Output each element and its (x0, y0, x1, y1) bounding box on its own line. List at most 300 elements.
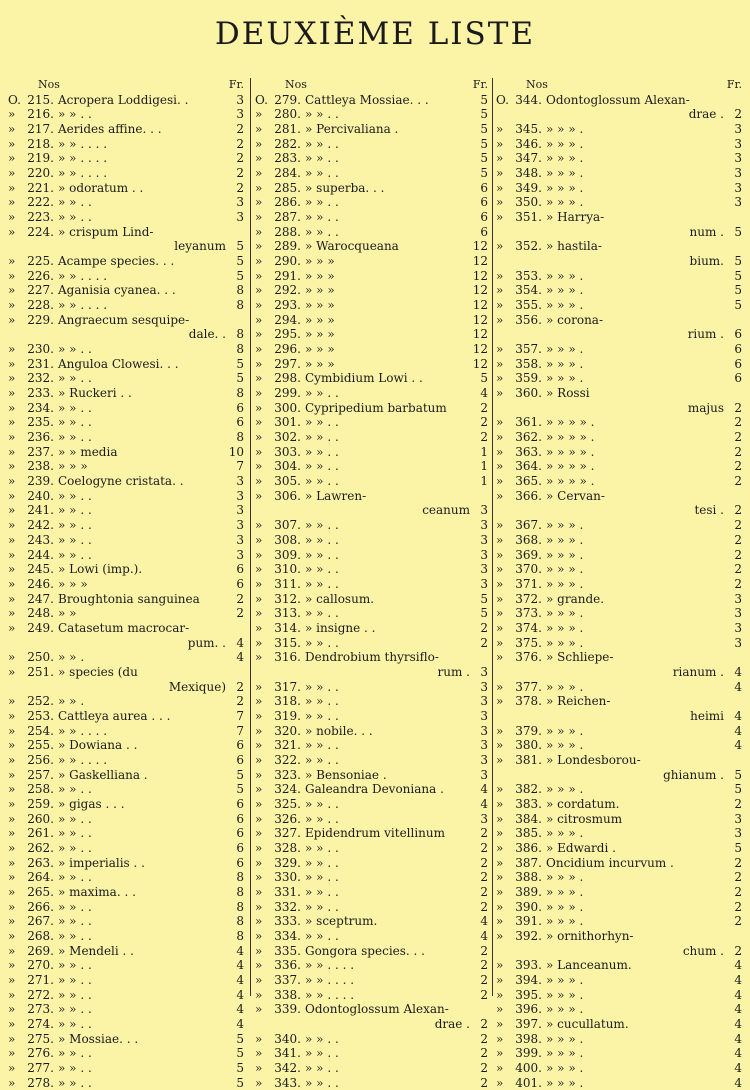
item-name: » » . . (305, 518, 339, 533)
list-item-continuation (496, 401, 746, 416)
item-number: 237. (27, 444, 54, 459)
item-price: 2 (480, 1046, 488, 1061)
item-prefix: » (255, 312, 263, 327)
item-prefix: » (255, 342, 263, 357)
item-prefix: » (496, 518, 504, 533)
item-prefix: » (255, 620, 263, 635)
item-name: » » . . . . (305, 987, 355, 1002)
item-prefix: » (496, 591, 504, 606)
list-item (255, 210, 492, 225)
item-name: » » . . (58, 415, 92, 430)
list-item-continuation (8, 327, 248, 342)
list-item-continuation (496, 665, 746, 680)
item-number: 353. (515, 268, 542, 283)
list-item (496, 812, 746, 827)
item-prefix: » (255, 694, 263, 709)
item-number: 387. (515, 855, 542, 870)
item-price: 5 (236, 254, 244, 269)
list-item (496, 577, 746, 592)
item-number: 285. (274, 180, 301, 195)
item-price: 3 (480, 562, 488, 577)
item-prefix: » (255, 166, 263, 181)
item-prefix: » (8, 855, 16, 870)
item-price: 2 (480, 943, 488, 958)
item-number: 250. (27, 650, 54, 665)
item-number: 305. (274, 474, 301, 489)
item-number: 220. (27, 166, 54, 181)
item-prefix: » (8, 312, 16, 327)
item-name: » » » (305, 283, 335, 298)
list-item (8, 856, 248, 871)
item-number: 326. (274, 811, 301, 826)
item-number: 303. (274, 444, 301, 459)
item-prefix: » (496, 987, 504, 1002)
list-item (496, 137, 746, 152)
item-number: 259. (27, 796, 54, 811)
list-item (496, 474, 746, 489)
list-item (496, 694, 746, 709)
item-price: 2 (734, 576, 742, 591)
item-price: 2 (236, 136, 244, 151)
item-price: 2 (734, 459, 742, 474)
item-number: 282. (274, 136, 301, 151)
item-price: 6 (236, 738, 244, 753)
item-prefix: » (8, 796, 16, 811)
list-item-continuation (496, 254, 746, 269)
item-number: 228. (27, 298, 54, 313)
item-name: » » (58, 606, 77, 621)
item-number: 311. (274, 576, 301, 591)
item-number: 258. (27, 782, 54, 797)
item-name: » » » . (546, 122, 584, 137)
item-prefix: » (496, 884, 504, 899)
item-number: 283. (274, 151, 301, 166)
item-number: 397. (515, 1017, 542, 1031)
item-number: 267. (27, 914, 54, 929)
item-prefix: » (8, 386, 16, 401)
item-prefix: » (496, 679, 504, 694)
item-price: 5 (480, 92, 488, 107)
item-prefix: » (255, 635, 263, 650)
item-price: 4 (480, 928, 488, 943)
list-item (496, 518, 746, 533)
item-name: » » » . (546, 532, 584, 547)
item-name: » » » . (546, 723, 584, 738)
item-number: 331. (274, 884, 301, 899)
price-column-1 (8, 78, 248, 1090)
item-name: » » » . (546, 562, 584, 577)
list-item-continuation (255, 1017, 492, 1032)
item-price: 12 (472, 239, 488, 254)
item-price: 12 (472, 312, 488, 327)
item-number: 314. (274, 620, 301, 635)
list-item (255, 636, 492, 651)
item-prefix: » (496, 1046, 504, 1061)
item-number: 302. (274, 430, 301, 445)
item-prefix: » (255, 855, 263, 870)
list-item (496, 753, 746, 768)
item-price: 5 (480, 591, 488, 606)
item-prefix: » (255, 459, 263, 474)
list-item (496, 826, 746, 841)
item-name: » corona- (546, 312, 603, 327)
item-name: » Lowi (imp.). (58, 562, 143, 577)
item-number: 386. (515, 840, 542, 855)
item-number: 339. (274, 1002, 301, 1017)
item-name: Mexique) (168, 679, 226, 694)
list-item (496, 592, 746, 607)
item-number: 381. (515, 752, 542, 767)
item-number: 328. (274, 840, 301, 855)
list-item (8, 533, 248, 548)
list-item (255, 709, 492, 724)
item-price: 3 (480, 664, 488, 679)
item-prefix: » (8, 782, 16, 797)
item-price: 3 (734, 606, 742, 621)
price-column-3 (496, 78, 746, 1090)
list-item (8, 724, 248, 739)
item-number: 317. (274, 679, 301, 694)
item-name: » » . . (305, 884, 339, 899)
list-item (8, 1017, 248, 1032)
item-number: 227. (27, 283, 54, 298)
item-number: 372. (515, 591, 542, 606)
list-item (8, 812, 248, 827)
item-prefix: » (496, 356, 504, 371)
item-number: 371. (515, 576, 542, 591)
item-prefix: » (255, 430, 263, 445)
item-number: 299. (274, 386, 301, 401)
item-number: 272. (27, 987, 54, 1002)
item-price: 4 (734, 738, 742, 753)
item-name: » citrosmum (546, 811, 623, 826)
item-number: 362. (515, 430, 542, 445)
item-number: 249. (27, 620, 54, 635)
item-name: » » . . (58, 1061, 92, 1076)
item-name: » nobile. . . (305, 723, 373, 738)
item-name: » Mossiae. . . (58, 1031, 139, 1046)
item-name: » » . . (305, 1046, 339, 1061)
list-item (8, 489, 248, 504)
item-prefix: » (8, 298, 16, 313)
item-number: 226. (27, 268, 54, 283)
list-item (8, 1002, 248, 1017)
item-prefix: » (8, 606, 16, 621)
item-name: » » » (305, 254, 335, 269)
item-name: » » . . (305, 694, 339, 709)
item-price: 3 (734, 195, 742, 210)
item-name: » » . . (58, 782, 92, 797)
item-number: 379. (515, 723, 542, 738)
item-number: 335. (274, 943, 301, 958)
list-item (496, 269, 746, 284)
item-price: 3 (480, 503, 488, 518)
item-name: » » . . (305, 1075, 339, 1090)
item-name: » » » (58, 459, 88, 474)
item-price: 6 (734, 342, 742, 357)
item-number: 318. (274, 694, 301, 709)
item-prefix: » (496, 914, 504, 929)
item-prefix: » (255, 972, 263, 987)
item-price: 3 (236, 107, 244, 122)
item-price: 7 (236, 459, 244, 474)
item-number: 308. (274, 532, 301, 547)
item-number: 275. (27, 1031, 54, 1046)
item-name: » cordatum. (546, 796, 620, 811)
item-name: Oncidium incurvum . (546, 855, 674, 870)
list-item (255, 342, 492, 357)
item-price: 2 (734, 444, 742, 459)
item-name: » » . . (305, 738, 339, 753)
item-prefix: » (255, 987, 263, 1002)
item-prefix: » (496, 459, 504, 474)
column-header (8, 78, 248, 93)
item-number: 330. (274, 870, 301, 885)
item-prefix: » (255, 708, 263, 723)
list-item (255, 239, 492, 254)
item-price: 2 (480, 400, 488, 415)
list-item (255, 269, 492, 284)
item-number: 286. (274, 195, 301, 210)
item-name: » » » . (546, 342, 584, 357)
item-name: num . (689, 224, 724, 239)
item-name: » » » . (546, 356, 584, 371)
list-item (496, 166, 746, 181)
item-name: » » » (305, 356, 335, 371)
item-prefix: » (496, 752, 504, 767)
item-name: » » » . (546, 606, 584, 621)
item-number: 229. (27, 312, 54, 327)
item-price: 4 (480, 782, 488, 797)
item-name: » » . . (58, 972, 92, 987)
item-number: 382. (515, 782, 542, 797)
item-price: 3 (734, 180, 742, 195)
list-item (8, 988, 248, 1003)
item-number: 324. (274, 782, 301, 797)
item-number: 289. (274, 239, 301, 254)
list-item (8, 826, 248, 841)
item-price: 2 (734, 532, 742, 547)
list-item (8, 694, 248, 709)
item-prefix: » (255, 239, 263, 254)
item-price: 2 (734, 899, 742, 914)
item-price: 12 (472, 342, 488, 357)
item-number: 234. (27, 400, 54, 415)
item-prefix: » (8, 972, 16, 987)
item-price: 6 (236, 855, 244, 870)
item-number: 276. (27, 1046, 54, 1061)
item-prefix: » (255, 796, 263, 811)
list-item (255, 900, 492, 915)
item-number: 316. (274, 650, 301, 665)
item-prefix: » (8, 738, 16, 753)
item-price: 3 (734, 635, 742, 650)
item-name: » » . . (58, 987, 92, 1002)
list-item (255, 592, 492, 607)
item-name: » » » . (546, 782, 584, 797)
item-number: 235. (27, 415, 54, 430)
item-prefix: » (8, 547, 16, 562)
item-name: » » . . (305, 635, 339, 650)
item-name: » » . . . . (58, 136, 108, 151)
item-number: 334. (274, 928, 301, 943)
item-number: 368. (515, 532, 542, 547)
list-item (8, 181, 248, 196)
item-number: 238. (27, 459, 54, 474)
item-price: 2 (236, 591, 244, 606)
list-item (8, 606, 248, 621)
item-prefix: » (496, 474, 504, 489)
item-name: » » . . (305, 855, 339, 870)
item-name: » gigas . . . (58, 796, 125, 811)
item-prefix: » (255, 943, 263, 958)
list-item-continuation (496, 225, 746, 240)
item-prefix: » (255, 474, 263, 489)
item-prefix: » (496, 650, 504, 665)
item-number: 225. (27, 254, 54, 269)
item-name: Acampe species. . . (58, 254, 175, 269)
list-item (496, 357, 746, 372)
item-prefix: O. (255, 92, 268, 107)
item-price: 3 (480, 767, 488, 782)
item-prefix: » (255, 899, 263, 914)
item-name: » » » . (546, 914, 584, 929)
list-item (8, 665, 248, 680)
list-item (496, 973, 746, 988)
item-number: 281. (274, 122, 301, 137)
item-number: 343. (274, 1075, 301, 1090)
list-item (255, 914, 492, 929)
item-price: 4 (236, 943, 244, 958)
list-item (255, 298, 492, 313)
list-item (255, 826, 492, 841)
item-price: 5 (734, 283, 742, 298)
item-name: majus (687, 400, 724, 415)
item-name: » » . . (305, 752, 339, 767)
list-item (8, 503, 248, 518)
item-number: 358. (515, 356, 542, 371)
list-item (8, 445, 248, 460)
item-price: 5 (236, 371, 244, 386)
item-number: 217. (27, 122, 54, 137)
item-prefix: » (255, 767, 263, 782)
item-number: 218. (27, 136, 54, 151)
item-name: » » » . (546, 1031, 584, 1046)
item-number: 309. (274, 547, 301, 562)
item-price: 2 (734, 400, 742, 415)
list-item (496, 606, 746, 621)
list-item (255, 283, 492, 298)
item-number: 287. (274, 210, 301, 225)
item-price: 6 (734, 327, 742, 342)
list-item (8, 107, 248, 122)
list-item (255, 1032, 492, 1047)
item-prefix: » (8, 928, 16, 943)
item-number: 352. (515, 239, 542, 254)
item-number: 373. (515, 606, 542, 621)
list-item-continuation (8, 239, 248, 254)
item-number: 216. (27, 107, 54, 122)
list-item (255, 988, 492, 1003)
item-prefix: » (255, 591, 263, 606)
item-number: 273. (27, 1002, 54, 1017)
list-item (496, 885, 746, 900)
item-price: 5 (236, 268, 244, 283)
item-prefix: » (496, 694, 504, 709)
item-name: ghianum . (663, 767, 724, 782)
item-price: 4 (734, 1046, 742, 1061)
item-number: 393. (515, 958, 542, 973)
item-name: » » . . (305, 899, 339, 914)
item-number: 319. (274, 708, 301, 723)
item-price: 3 (734, 591, 742, 606)
item-name: Epidendrum vitellinum (305, 826, 446, 841)
list-item (8, 548, 248, 563)
item-prefix: » (496, 371, 504, 386)
item-name: » » » . (546, 371, 584, 386)
item-number: 268. (27, 928, 54, 943)
item-number: 322. (274, 752, 301, 767)
item-name: rum . (437, 664, 470, 679)
item-price: 5 (480, 107, 488, 122)
list-item (255, 958, 492, 973)
item-name: » Rossi (546, 386, 590, 401)
item-price: 4 (236, 1002, 244, 1017)
item-name: Catasetum macrocar- (58, 620, 190, 635)
list-item-continuation (8, 680, 248, 695)
list-item (496, 313, 746, 328)
item-prefix: » (255, 870, 263, 885)
list-item (496, 797, 746, 812)
item-name: » » . . (58, 914, 92, 929)
item-name: Cattleya Mossiae. . . (305, 92, 429, 107)
item-price: 3 (480, 738, 488, 753)
item-prefix: » (8, 1017, 16, 1031)
item-number: 277. (27, 1061, 54, 1076)
item-prefix: » (496, 606, 504, 621)
item-price: 8 (236, 870, 244, 885)
item-prefix: » (255, 268, 263, 283)
list-item (8, 944, 248, 959)
item-number: 348. (515, 166, 542, 181)
item-name: pum. . (187, 635, 226, 650)
list-item (496, 1032, 746, 1047)
item-prefix: » (8, 752, 16, 767)
item-number: 344. (515, 92, 542, 107)
item-price: 4 (734, 708, 742, 723)
item-name: » » » . (546, 738, 584, 753)
item-name: » » » (305, 342, 335, 357)
item-prefix: » (8, 811, 16, 826)
item-name: heimi (690, 708, 724, 723)
item-name: » » . . (305, 811, 339, 826)
list-item (255, 533, 492, 548)
item-prefix: » (8, 899, 16, 914)
list-item (8, 592, 248, 607)
list-item (8, 93, 248, 108)
list-item (8, 518, 248, 533)
item-price: 6 (236, 752, 244, 767)
item-name: » » . . (58, 1017, 92, 1031)
item-name: » Lawren- (305, 488, 367, 503)
list-item (255, 151, 492, 166)
list-item (496, 782, 746, 797)
item-price: 4 (236, 958, 244, 973)
item-name: Galeandra Devoniana . (305, 782, 444, 797)
item-prefix: » (496, 444, 504, 459)
item-name: » » » . (546, 635, 584, 650)
item-name: » » . . (305, 386, 339, 401)
